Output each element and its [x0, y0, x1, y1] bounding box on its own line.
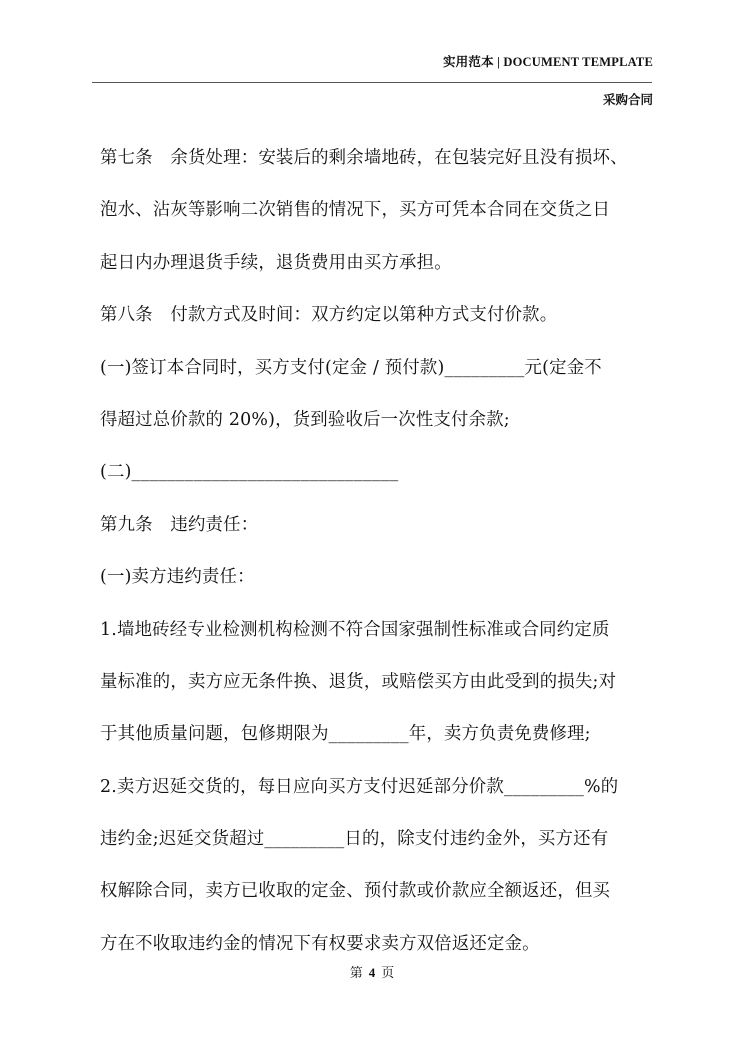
header-divider [92, 82, 652, 83]
body-line: 方在不收取违约金的情况下有权要求卖方双倍返还定金。 [100, 933, 540, 954]
body-line: 起日内办理退货手续，退货费用由买方承担。 [100, 252, 452, 273]
page-footer [0, 962, 744, 981]
footer-suffix: 页 [381, 966, 395, 981]
body-line: 于其他质量问题，包修期限为_________年，卖方负责免费修理; [100, 724, 591, 745]
header-title: 实用范本 | DOCUMENT TEMPLATE [442, 55, 653, 69]
footer-prefix: 第 [349, 966, 363, 981]
body-line: 第九条 违约责任： [100, 514, 259, 535]
body-line: (一)卖方违约责任： [100, 567, 255, 588]
body-line: 泡水、沾灰等影响二次销售的情况下，买方可凭本合同在交货之日 [100, 200, 611, 221]
body-line: 权解除合同，卖方已收取的定金、预付款或价款应全额返还，但买 [100, 881, 611, 902]
body-line: 1.墙地砖经专业检测机构检测不符合国家强制性标准或合同约定质 [100, 619, 610, 640]
body-line: (二)______________________________ [100, 462, 399, 483]
body-line: 第八条 付款方式及时间：双方约定以第种方式支付价款。 [100, 305, 558, 326]
document-body [100, 139, 660, 977]
body-line: 量标准的，卖方应无条件换、退货，或赔偿买方由此受到的损失;对 [100, 671, 617, 692]
page-number: 4 [368, 965, 376, 980]
body-line: 违约金;迟延交货超过_________日的，除支付违约金外，买方还有 [100, 829, 609, 850]
body-line: 第七条 余货处理：安装后的剩余墙地砖，在包装完好且没有损坏、 [100, 148, 628, 168]
body-line: (一)签订本合同时，买方支付(定金 / 预付款)_________元(定金不 [100, 357, 602, 378]
body-line: 得超过总价款的 20%)，货到验收后一次性支付余款; [100, 409, 510, 430]
body-line: 2.卖方迟延交货的，每日应向买方支付迟延部分价款_________%的 [100, 776, 619, 797]
header-subtitle: 采购合同 [602, 92, 653, 107]
